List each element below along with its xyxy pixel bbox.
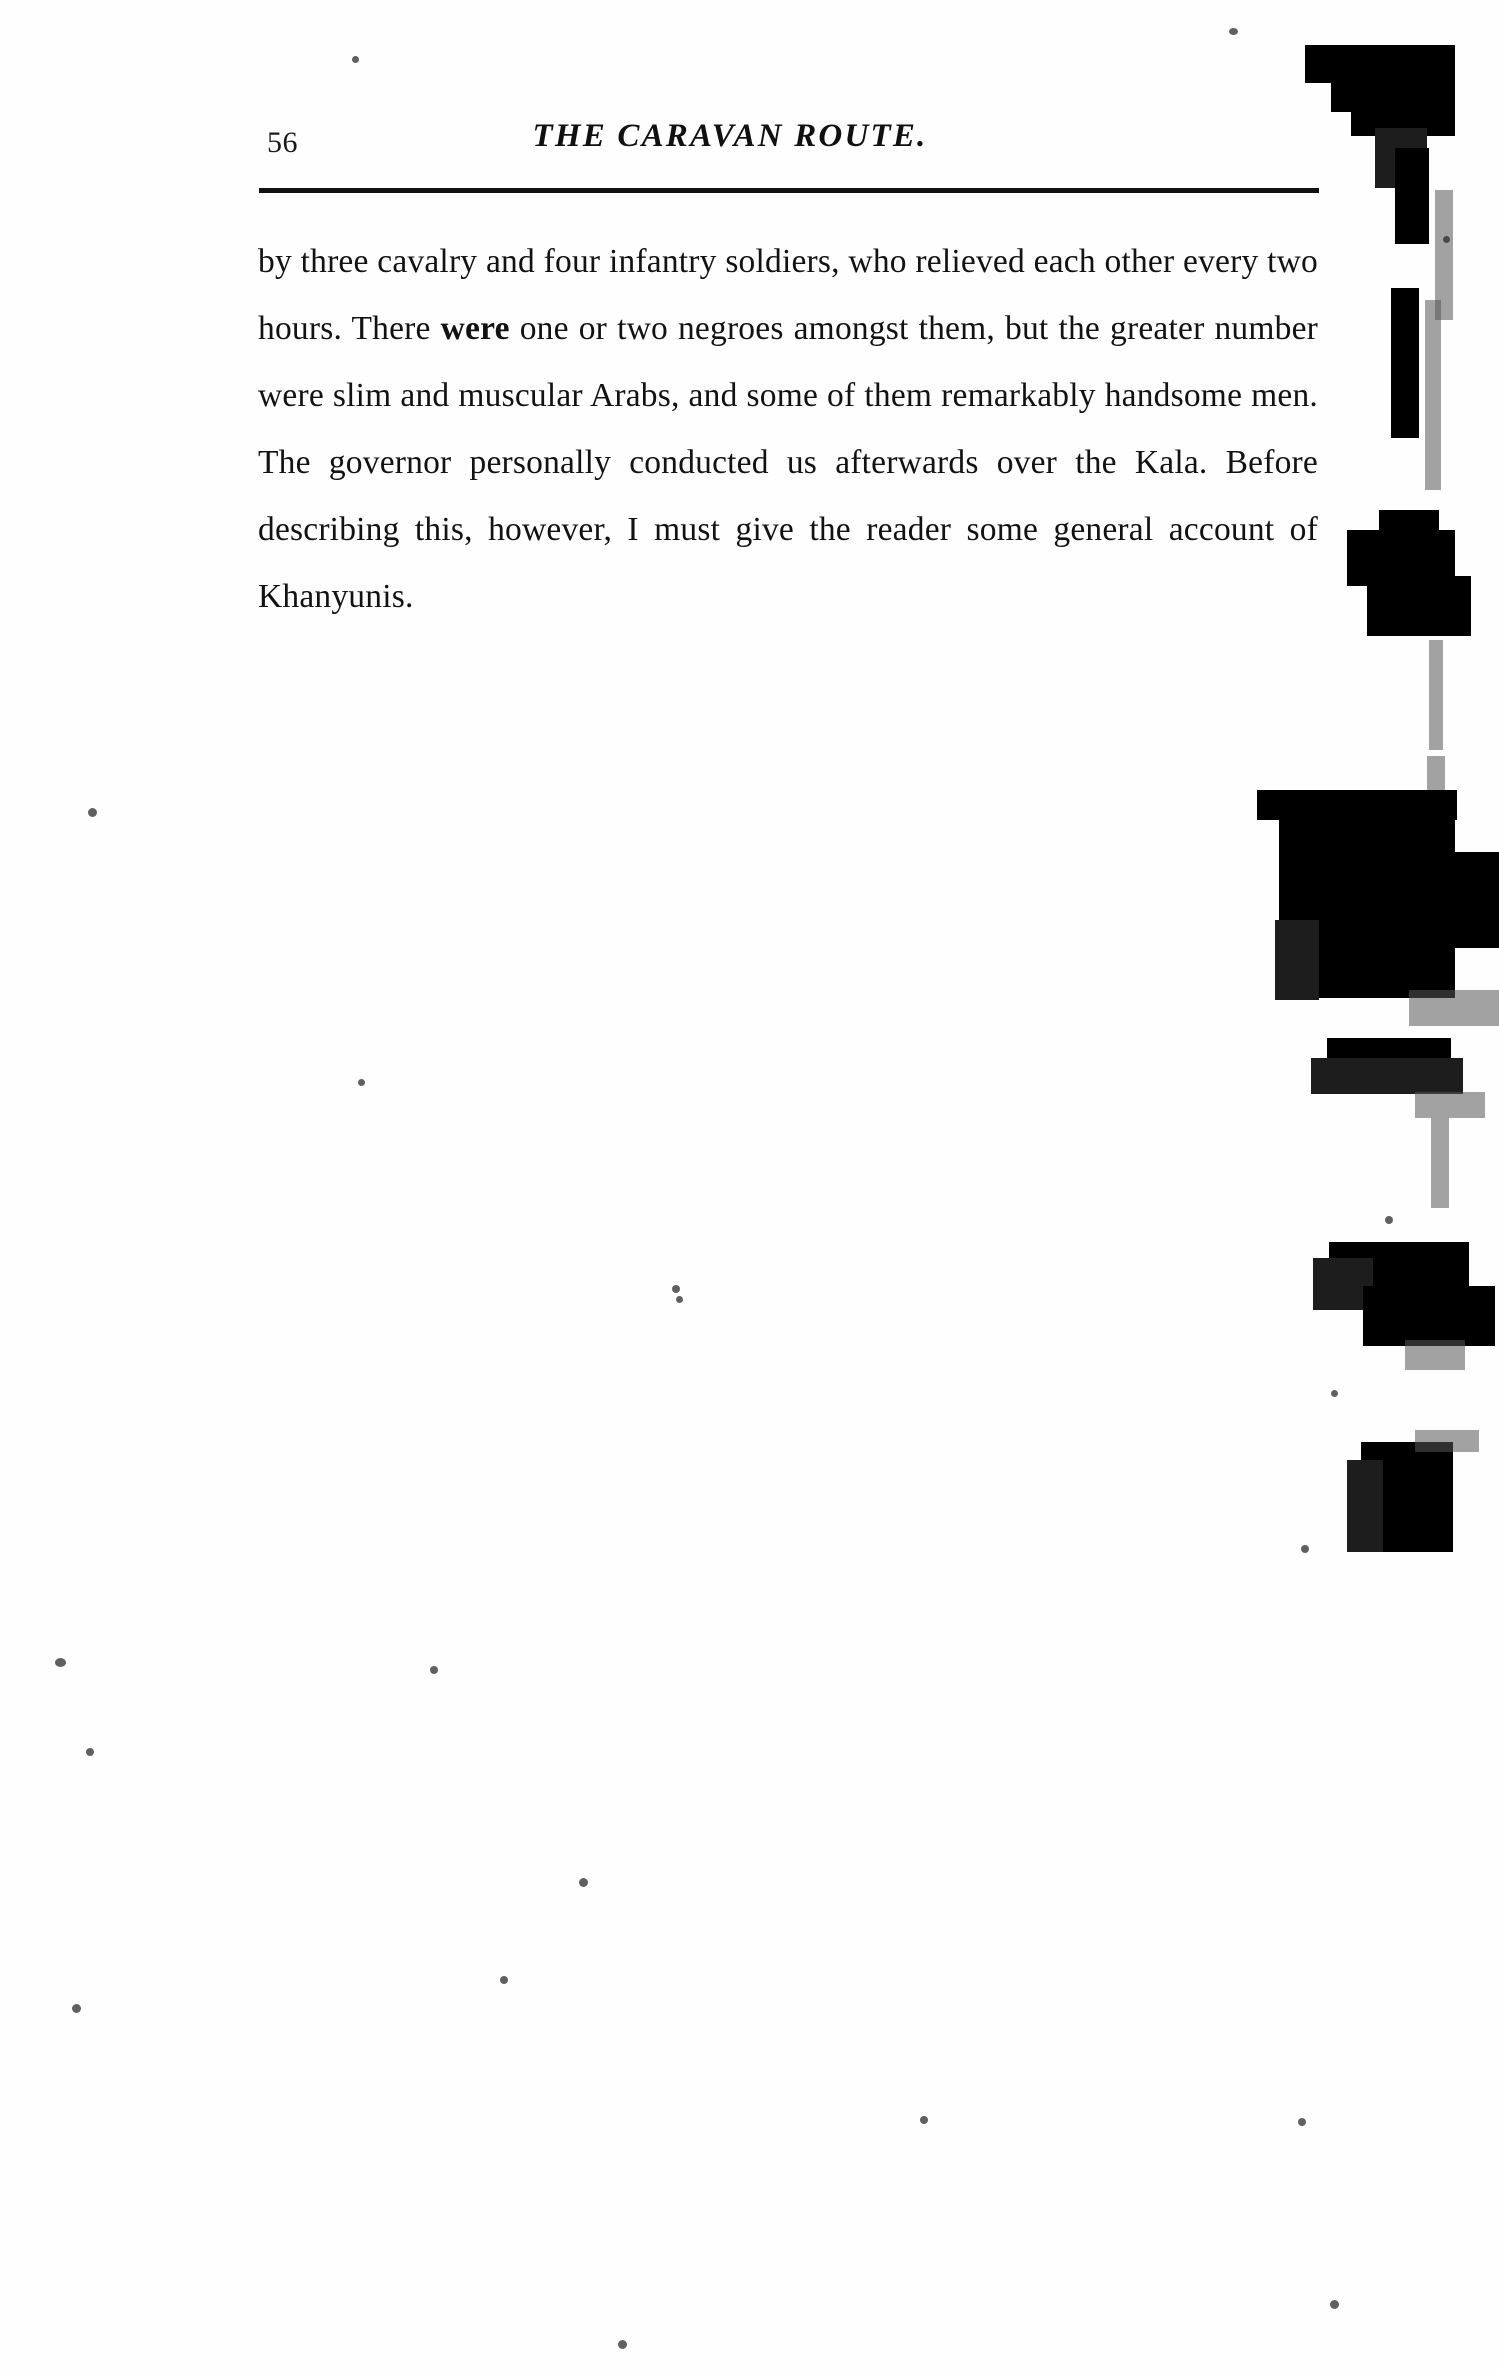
scan-speck (1301, 1545, 1309, 1553)
scan-speck (88, 808, 97, 817)
scan-blot (1311, 1058, 1463, 1094)
scan-blot (1351, 96, 1455, 136)
scan-blot (1409, 990, 1499, 1026)
scan-speck (1229, 28, 1238, 35)
scan-speck (358, 1079, 365, 1086)
scan-blot (1415, 1430, 1479, 1452)
scan-blot (1363, 1286, 1495, 1346)
page-number: 56 (267, 126, 298, 159)
scan-speck (1298, 2118, 1306, 2126)
scan-blot (1307, 920, 1455, 998)
scan-speck (672, 1285, 680, 1293)
scan-blot (1375, 128, 1427, 188)
scan-blot (1275, 920, 1319, 1000)
scan-blot (1347, 1460, 1383, 1552)
scan-blot (1431, 1118, 1449, 1208)
paragraph-bold-fragment: were (440, 310, 510, 347)
scan-speck (920, 2116, 928, 2124)
paragraph-rest: one or two negroes amongst them, but the greater number were slim and muscular Arabs, and some of them remarkably handsome men. The governor personally conducted us afterwards over the Kala. Before describing this, however, I must give the reader some general account of Khanyunis. (258, 310, 1319, 615)
scan-blot (1305, 45, 1455, 83)
scan-speck (1443, 236, 1450, 243)
scan-speck (430, 1666, 438, 1674)
scan-blot (1327, 1038, 1451, 1094)
scan-speck (352, 56, 359, 63)
scan-blot (1303, 852, 1499, 948)
scan-blot (1331, 60, 1455, 112)
running-head-title: THE CARAVAN ROUTE. (532, 118, 928, 154)
scan-speck (72, 2004, 81, 2013)
scan-blot (1313, 1258, 1373, 1310)
scan-speck (1330, 2300, 1339, 2309)
paragraph (258, 228, 1318, 697)
scan-speck (55, 1658, 66, 1667)
scan-blot (1427, 756, 1445, 806)
scan-blot (1361, 1442, 1453, 1552)
scan-blot (1425, 300, 1441, 490)
scan-speck (579, 1878, 588, 1887)
scan-blot (1435, 190, 1453, 320)
body-text-block (258, 228, 1318, 697)
scan-blot (1405, 1340, 1465, 1370)
scan-blot (1347, 530, 1455, 586)
scan-blot (1429, 640, 1443, 750)
scan-blot (1367, 576, 1471, 636)
scan-blot (1391, 288, 1419, 438)
scan-blot (1379, 510, 1439, 560)
scan-speck (676, 1296, 683, 1303)
scan-blot (1415, 1092, 1485, 1118)
scan-blot (1257, 790, 1457, 820)
header-rule (259, 188, 1319, 193)
scan-speck (1331, 1390, 1338, 1397)
scan-speck (1385, 1216, 1393, 1224)
paragraph-lead: by three cavalry and four infantry soldiers, who relieved each other every two hours. There (258, 243, 1318, 347)
scan-blot (1395, 148, 1429, 244)
scan-speck (500, 1976, 508, 1984)
scan-speck (618, 2340, 627, 2349)
scan-blot (1279, 812, 1455, 922)
running-head (255, 110, 1325, 170)
scan-blot (1329, 1242, 1469, 1294)
scan-speck (86, 1748, 94, 1756)
